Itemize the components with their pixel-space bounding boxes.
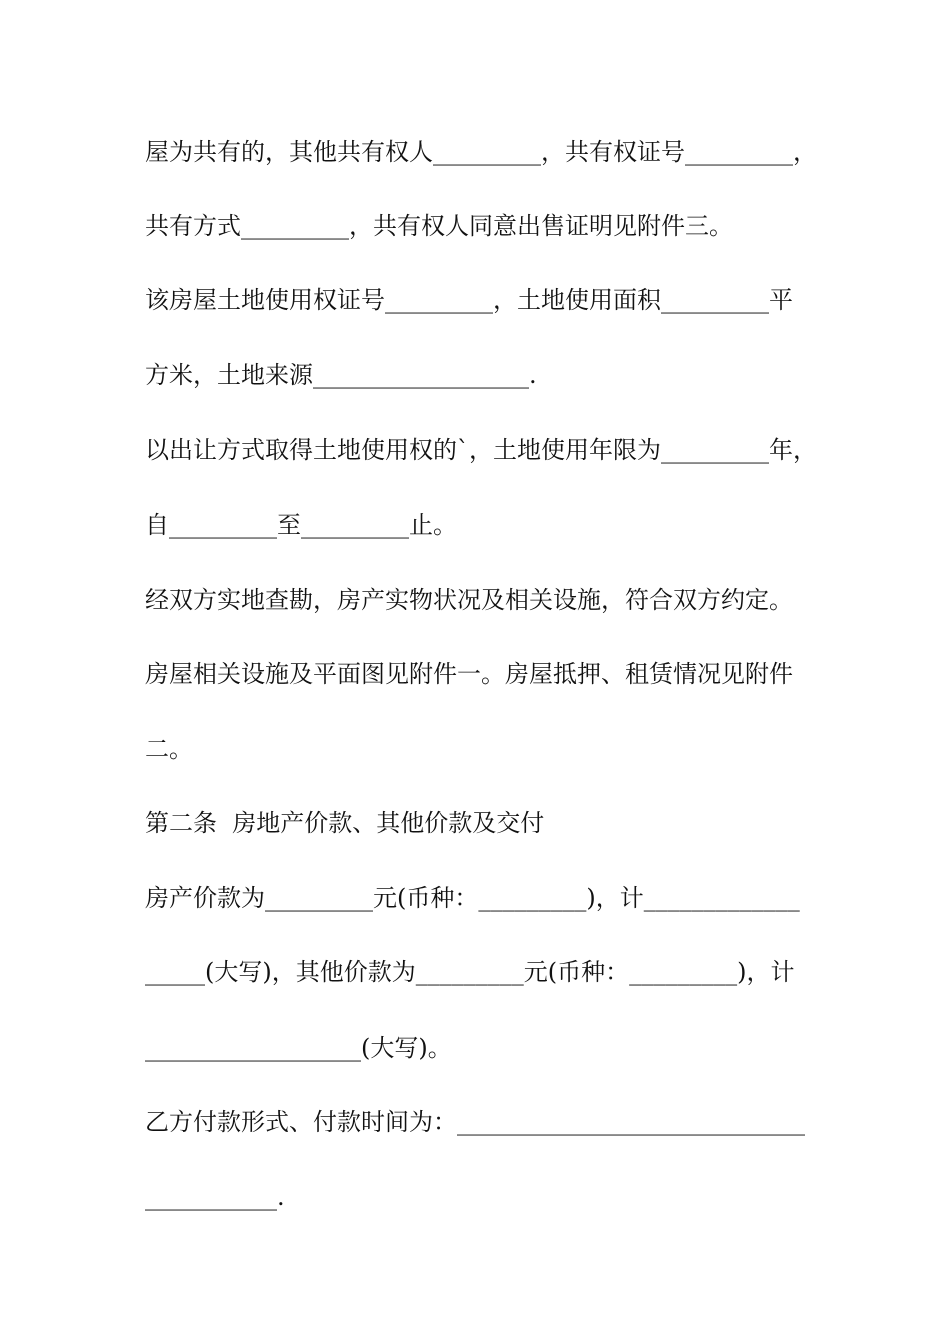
paragraph-line: _____(大写)，其他价款为_________元(币种：_________)，计 — [145, 958, 795, 986]
paragraph-line: 共有方式_________，共有权人同意出售证明见附件三。 — [145, 212, 733, 240]
paragraph-line: 以出让方式取得土地使用权的`，土地使用年限为_________年， — [145, 436, 817, 464]
paragraph-line: ___________. — [145, 1183, 285, 1211]
section-heading: 第二条 房地产价款、其他价款及交付 — [145, 809, 545, 837]
paragraph-line: 房屋相关设施及平面图见附件一。房屋抵押、租赁情况见附件 — [145, 660, 793, 688]
paragraph-line: 房产价款为_________元(币种：_________)，计_____________ — [145, 884, 800, 912]
paragraph-line: 乙方付款形式、付款时间为：_____________________________ — [145, 1108, 805, 1136]
paragraph-line: 方米，土地来源__________________. — [145, 361, 537, 389]
paragraph-line: __________________(大写)。 — [145, 1034, 452, 1062]
paragraph-line: 经双方实地查勘，房产实物状况及相关设施，符合双方约定。 — [145, 586, 793, 614]
paragraph-line: 二。 — [145, 735, 193, 763]
paragraph-line: 该房屋土地使用权证号_________，土地使用面积_________平 — [145, 286, 793, 314]
paragraph-line: 屋为共有的，其他共有权人_________，共有权证号_________， — [145, 138, 817, 166]
paragraph-line: 自_________至_________止。 — [145, 511, 457, 539]
